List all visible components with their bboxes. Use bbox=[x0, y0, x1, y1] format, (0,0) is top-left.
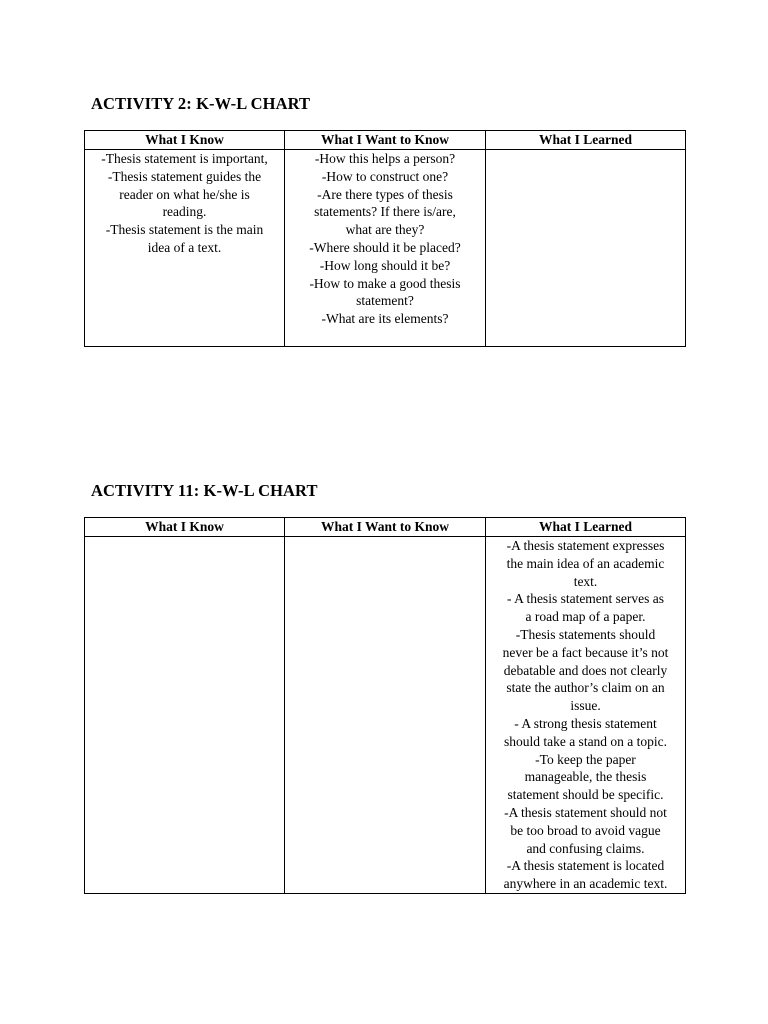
cell-text-line: -Thesis statements should bbox=[515, 626, 656, 642]
activity-2-title: ACTIVITY 2: K-W-L CHART bbox=[91, 94, 311, 113]
want-cell bbox=[285, 150, 486, 347]
cell-text-line: issue. bbox=[570, 698, 601, 714]
cell-text-line: state the author’s claim on an bbox=[506, 680, 665, 696]
cell-text-line: -Thesis statement guides the bbox=[107, 168, 262, 184]
cell-text-line: -What are its elements? bbox=[321, 311, 449, 327]
cell-text-line: -How to construct one? bbox=[321, 168, 449, 184]
header-what-i-know: What I Know bbox=[85, 131, 285, 150]
kwl-chart-activity-11 bbox=[84, 517, 686, 894]
cell-text-line: -A thesis statement is located bbox=[506, 858, 665, 874]
cell-text-line: statement? bbox=[356, 293, 414, 309]
cell-text-line: should take a stand on a topic. bbox=[503, 733, 668, 749]
learned-cell bbox=[486, 537, 686, 894]
cell-text-line: -Thesis statement is the main bbox=[105, 222, 264, 238]
cell-text-line: debatable and does not clearly bbox=[503, 662, 668, 678]
cell-text-line: - A thesis statement serves as bbox=[506, 591, 665, 607]
header-what-i-know: What I Know bbox=[85, 518, 285, 537]
cell-text-line: -How to make a good thesis bbox=[309, 275, 461, 291]
table-row bbox=[85, 150, 686, 347]
table-header-row bbox=[85, 518, 686, 537]
cell-text-line: -A thesis statement should not bbox=[504, 804, 667, 820]
header-what-i-want-to-know: What I Want to Know bbox=[285, 518, 486, 537]
cell-text-line: -Are there types of thesis bbox=[317, 186, 453, 202]
cell-text-line: a road map of a paper. bbox=[525, 609, 646, 625]
cell-text-line: reading. bbox=[162, 204, 207, 220]
want-cell bbox=[285, 537, 486, 894]
header-what-i-learned: What I Learned bbox=[486, 131, 686, 150]
header-what-i-want-to-know: What I Want to Know bbox=[285, 131, 486, 150]
cell-text-line: text. bbox=[573, 573, 598, 589]
cell-text-line: - A strong thesis statement bbox=[514, 715, 657, 731]
cell-text-line: the main idea of an academic bbox=[506, 555, 665, 571]
cell-text-line: -How long should it be? bbox=[319, 257, 451, 273]
know-cell bbox=[85, 150, 285, 347]
cell-text-line: -To keep the paper bbox=[535, 751, 636, 767]
cell-text-line: reader on what he/she is bbox=[119, 186, 250, 202]
cell-text-line: -A thesis statement expresses bbox=[506, 538, 665, 553]
cell-text-line: never be a fact because it’s not bbox=[502, 644, 669, 660]
cell-text-line: be too broad to avoid vague bbox=[510, 822, 661, 838]
cell-text-line: -How this helps a person? bbox=[314, 151, 456, 166]
cell-text-line: -Thesis statement is important, bbox=[101, 151, 268, 166]
cell-text-line: -Where should it be placed? bbox=[309, 239, 461, 255]
cell-text-line: anywhere in an academic text. bbox=[503, 876, 668, 892]
table-row bbox=[85, 537, 686, 894]
cell-text-line: statement should be specific. bbox=[507, 787, 664, 803]
activity-11-title: ACTIVITY 11: K-W-L CHART bbox=[91, 481, 318, 500]
table-header-row bbox=[85, 131, 686, 150]
header-what-i-learned: What I Learned bbox=[486, 518, 686, 537]
cell-text-line: manageable, the thesis bbox=[524, 769, 647, 785]
kwl-chart-activity-2 bbox=[84, 130, 686, 347]
know-cell bbox=[85, 537, 285, 894]
cell-text-line: idea of a text. bbox=[147, 239, 222, 255]
cell-text-line: what are they? bbox=[345, 222, 425, 238]
learned-cell bbox=[486, 150, 686, 347]
cell-text-line: and confusing claims. bbox=[526, 840, 645, 856]
cell-text-line: statements? If there is/are, bbox=[314, 204, 456, 220]
